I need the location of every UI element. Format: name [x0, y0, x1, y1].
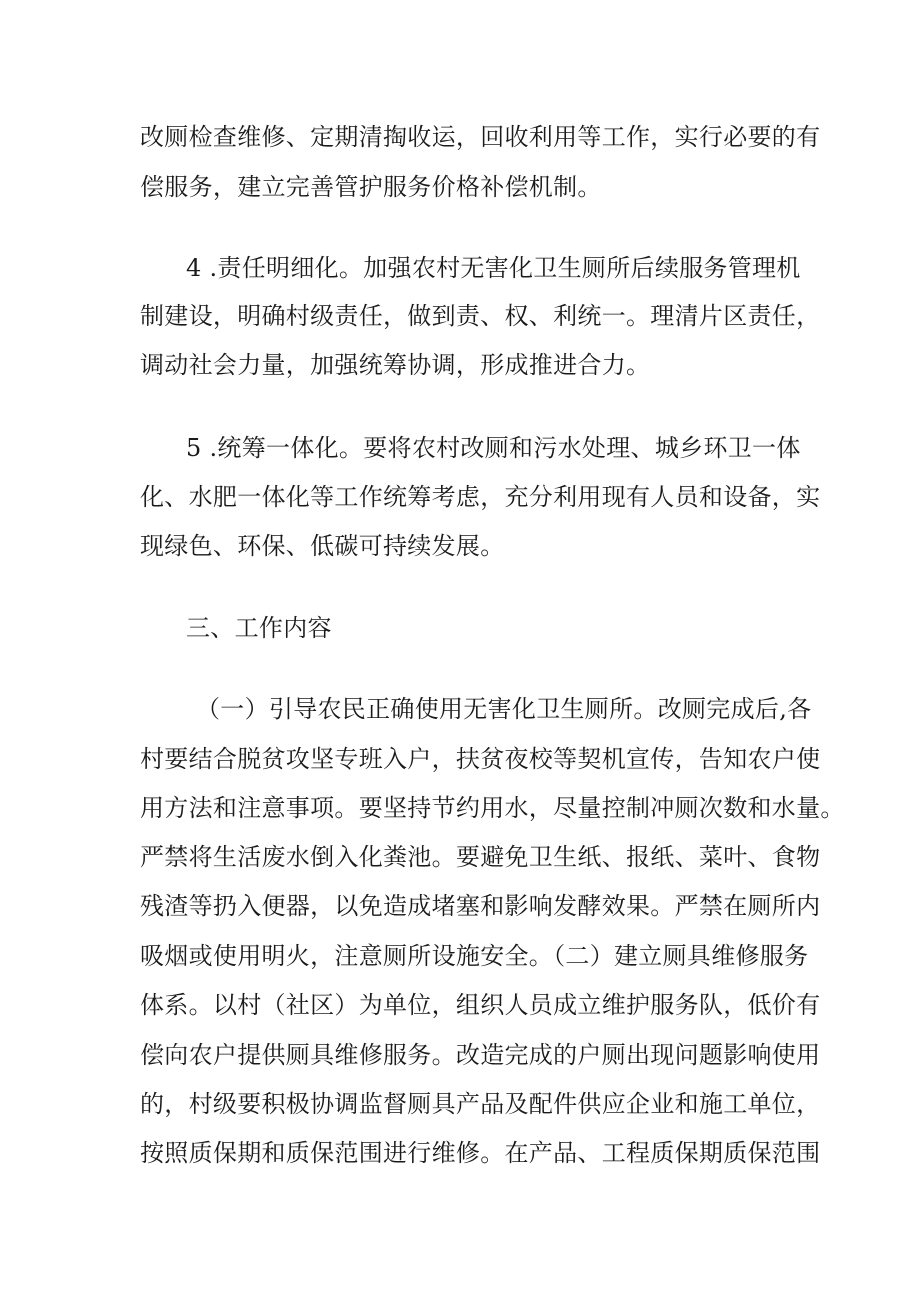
paragraph-4-line-4: 严禁将生活废水倒入化粪池。要避免卫生纸、报纸、菜叶、食物 [140, 843, 821, 871]
paragraph-1-line-2: 偿服务，建立完善管护服务价格补偿机制。 [140, 173, 602, 201]
paragraph-4-line-6: 吸烟或使用明火，注意厕所设施安全。（二）建立厕具维修服务 [140, 942, 809, 970]
paragraph-3-line-2: 化、水肥一体化等工作统筹考虑，充分利用现有人员和设备，实 [140, 483, 821, 511]
paragraph-4-line-8: 偿向农户提供厕具维修服务。改造完成的户厕出现问题影响使用 [140, 1041, 821, 1069]
paragraph-2-line-1: 4 .责任明细化。加强农村无害化卫生厕所后续服务管理机 [186, 254, 801, 282]
paragraph-3-line-1: 5 .统筹一体化。要将农村改厕和污水处理、城乡环卫一体 [186, 434, 801, 462]
paragraph-4-line-3: 用方法和注意事项。要坚持节约用水，尽量控制冲厕次数和水量。 [140, 794, 845, 822]
paragraph-3-line-3: 现绿色、环保、低碳可持续发展。 [140, 532, 505, 560]
paragraph-4-line-2: 村要结合脱贫攻坚专班入户，扶贫夜校等契机宣传，告知农户使 [140, 745, 821, 773]
paragraph-1-line-1: 改厕检查维修、定期清掏收运，回收利用等工作，实行必要的有 [140, 123, 821, 151]
paragraph-2-line-3: 调动社会力量，加强统筹协调，形成推进合力。 [140, 351, 651, 379]
paragraph-4-line-7: 体系。以村（社区）为单位，组织人员成立维护服务队，低价有 [140, 991, 821, 1019]
paragraph-4-line-10: 按照质保期和质保范围进行维修。在产品、工程质保期质保范围 [140, 1139, 821, 1167]
paragraph-4-line-5: 残渣等扔入便器，以免造成堵塞和影响发酵效果。严禁在厕所内 [140, 892, 821, 920]
paragraph-4-line-1: （一）引导农民正确使用无害化卫生厕所。改厕完成后,各 [196, 695, 812, 723]
paragraph-4-line-9: 的，村级要积极协调监督厕具产品及配件供应企业和施工单位， [140, 1090, 821, 1118]
paragraph-2-line-2: 制建设，明确村级责任，做到责、权、利统一。理清片区责任， [140, 302, 821, 330]
section-heading: 三、工作内容 [186, 614, 332, 642]
